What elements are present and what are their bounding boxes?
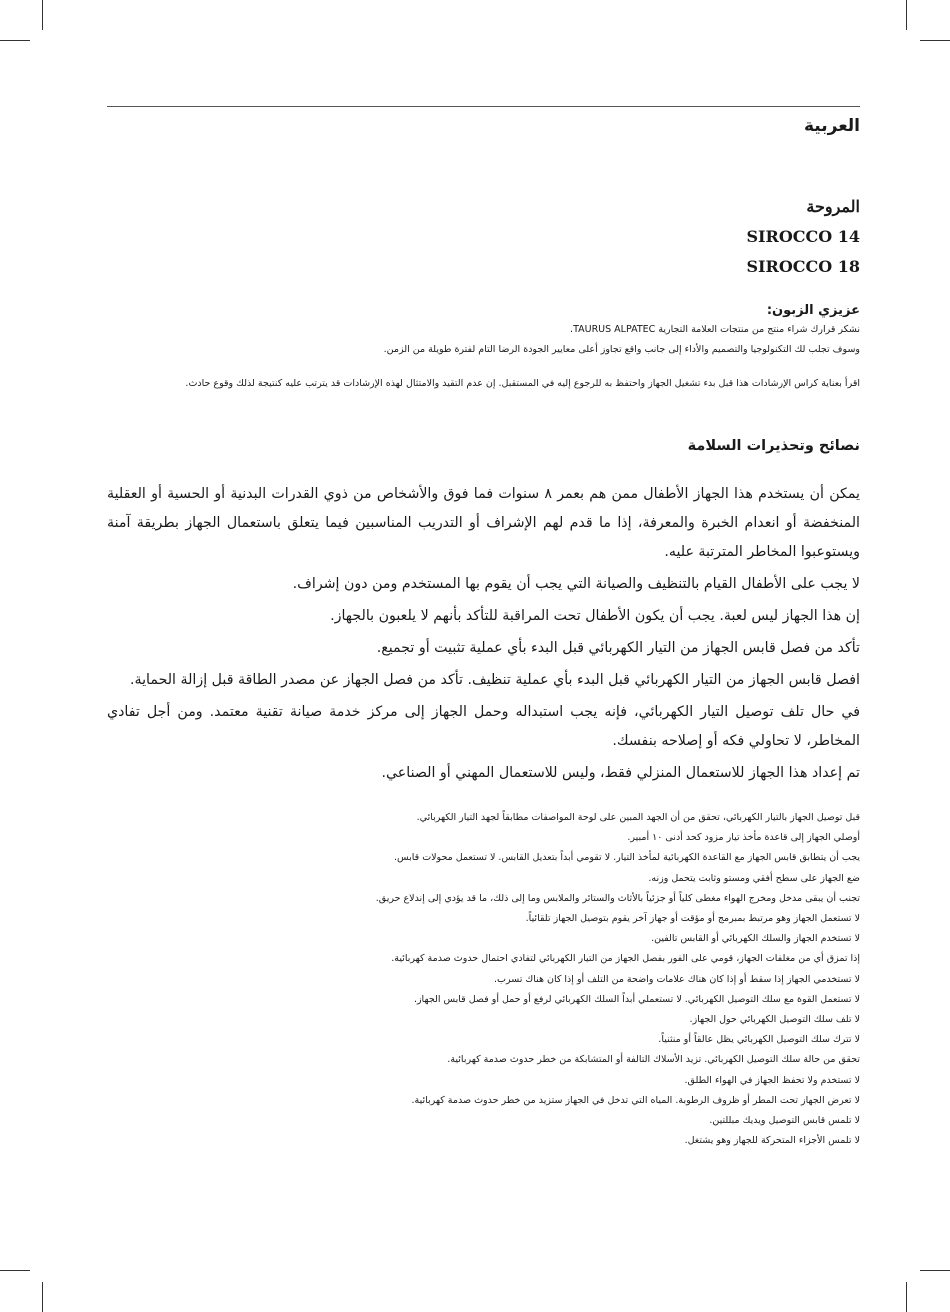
detail-warnings-list bbox=[107, 808, 860, 1151]
safety-section-title: نصائح وتحذيرات السلامة bbox=[687, 438, 860, 454]
main-warning: تأكد من فصل قابس الجهاز من التيار الكهربائي قبل البدء بأي عملية تثبيت أو تجميع. bbox=[376, 640, 860, 656]
detail-warning: لا تلمس الأجزاء المتحركة للجهاز وهو يشتغل. bbox=[684, 1135, 860, 1147]
detail-warning: تجنب أن يبقى مدخل ومخرج الهواء مغطى كلياً أو جزئياً بالأثاث والستائر والملابس وما إلى ذلك، ما قد يؤدي إلى إندلاع حريق. bbox=[375, 892, 860, 904]
main-warning: افصل قابس الجهاز من التيار الكهربائي قبل البدء بأي عملية تنظيف. تأكد من فصل الجهاز عن مصدر الطاقة قبل إزالة الحماية. bbox=[129, 672, 860, 688]
read-instructions-notice: اقرأ بعناية كراس الإرشادات هذا قبل بدء تشغيل الجهاز واحتفظ به للرجوع إليه في المستقبل. إن عدم التقيد والامتثال لهذه الإرشادات قد يترتب عليه كنتيجة لذلك وقوع حادث. bbox=[185, 378, 860, 389]
detail-warning: قبل توصيل الجهاز بالتيار الكهربائي، تحقق من أن الجهد المبين على لوحة المواصفات مطابقاً لجهد التيار الكهربائي. bbox=[416, 812, 860, 823]
product-name: المروحة bbox=[806, 197, 860, 216]
detail-warning: لا تستعمل القوة مع سلك التوصيل الكهربائي. لا تستعملي أبداً السلك الكهربائي لرفع أو حمل أو فصل قابس الجهاز. bbox=[413, 993, 860, 1005]
crop-mark bbox=[42, 1282, 43, 1312]
detail-warning: لا تترك سلك التوصيل الكهربائي يظل عالقاً أو منثنياً. bbox=[658, 1034, 860, 1046]
main-warning: تم إعداد هذا الجهاز للاستعمال المنزلي فقط، وليس للاستعمال المهني أو الصناعي. bbox=[381, 765, 860, 781]
detail-warning: لا تلف سلك التوصيل الكهربائي حول الجهاز. bbox=[689, 1014, 860, 1026]
detail-warning: لا تستخدم ولا تحفظ الجهاز في الهواء الطلق. bbox=[684, 1074, 860, 1086]
detail-warning: يجب أن يتطابق قابس الجهاز مع القاعدة الكهربائية لمأخذ التيار. لا تقومي أبداً بتعديل القابس. لا تستعمل محولات قابس. bbox=[393, 852, 860, 864]
detail-warning: لا تستعمل الجهاز وهو مرتبط بمبرمج أو مؤقت أو جهاز آخر يقوم بتوصيل الجهاز تلقائياً. bbox=[525, 913, 860, 925]
header-rule bbox=[107, 106, 860, 107]
detail-warning: إذا تمزق أي من مغلفات الجهاز، قومي على الفور بفصل الجهاز من التيار الكهربائي لتفادي احتمال حدوث صدمة كهربائية. bbox=[391, 953, 860, 965]
greeting-line: وسوف تجلب لك التكنولوجيا والتصميم والأداء إلى جانب واقع تجاوز أعلى معايير الجودة الرضا التام لفترة طويلة من الزمن. bbox=[383, 344, 860, 355]
main-warnings-list bbox=[107, 480, 860, 788]
crop-mark bbox=[0, 1270, 30, 1271]
crop-mark bbox=[906, 0, 907, 30]
main-warning: يمكن أن يستخدم هذا الجهاز الأطفال ممن هم بعمر ٨ سنوات فما فوق والأشخاص من ذوي القدرات البدنية أو الحسية أو العقلية المنخفضة أو انعدام الخبرة والمعرفة، إذا ما قدم لهم الإشراف أو التدريب المناسبين فيما يتعلق باستعمال الجهاز بطريقة آمنة ويستوعبوا المخاطر المترتبة عليه. bbox=[107, 486, 860, 560]
model-name: SIROCCO 18 bbox=[746, 257, 860, 276]
detail-warning: لا تستخدمي الجهاز إذا سقط أو إذا كان هناك علامات واضحة من التلف أو إذا كان هناك تسرب. bbox=[494, 973, 860, 985]
detail-warning: لا تلمس قابس التوصيل ويديك مبللتين. bbox=[709, 1115, 860, 1127]
product-block bbox=[107, 192, 860, 282]
manual-page bbox=[107, 114, 860, 1151]
greeting-title: عزيزي الزبون: bbox=[766, 303, 860, 318]
detail-warning: لا تعرض الجهاز تحت المطر أو ظروف الرطوبة. المياه التي تدخل في الجهاز ستزيد من خطر حدوث صدمة كهربائية. bbox=[411, 1094, 860, 1106]
crop-mark bbox=[920, 1270, 950, 1271]
greeting-line: نشكر قرارك شراء منتج من منتجات العلامة التجارية TAURUS ALPATEC. bbox=[570, 324, 860, 335]
crop-mark bbox=[906, 1282, 907, 1312]
main-warning: في حال تلف توصيل التيار الكهربائي، فإنه يجب استبداله وحمل الجهاز إلى مركز خدمة صيانة تقنية معتمد. ومن أجل تفادي المخاطر، لا تحاولي فكه أو إصلاحه بنفسك. bbox=[107, 704, 860, 749]
crop-mark bbox=[920, 40, 950, 41]
crop-mark bbox=[0, 40, 30, 41]
model-name: SIROCCO 14 bbox=[746, 227, 860, 246]
detail-warning: ضع الجهاز على سطح أفقي ومستو وثابت يتحمل وزنه. bbox=[648, 872, 860, 884]
detail-warning: لا تستخدم الجهاز والسلك الكهربائي أو القابس تالفين. bbox=[651, 933, 860, 945]
main-warning: إن هذا الجهاز ليس لعبة. يجب أن يكون الأطفال تحت المراقبة للتأكد بأنهم لا يلعبون بالجهاز. bbox=[330, 608, 860, 624]
main-warning: لا يجب على الأطفال القيام بالتنظيف والصيانة التي يجب أن يقوم بها المستخدم ومن دون إشراف. bbox=[292, 576, 860, 592]
language-title: العربية bbox=[803, 116, 860, 136]
greeting-block bbox=[107, 302, 860, 360]
crop-mark bbox=[42, 0, 43, 30]
detail-warning: أوصلي الجهاز إلى قاعدة مأخذ تيار مزود كحد أدنى ١٠ أمبير. bbox=[627, 832, 860, 844]
detail-warning: تحقق من حالة سلك التوصيل الكهربائي. تزيد الأسلاك التالفة أو المتشابكة من خطر حدوث صدمة كهربائية. bbox=[447, 1054, 860, 1066]
